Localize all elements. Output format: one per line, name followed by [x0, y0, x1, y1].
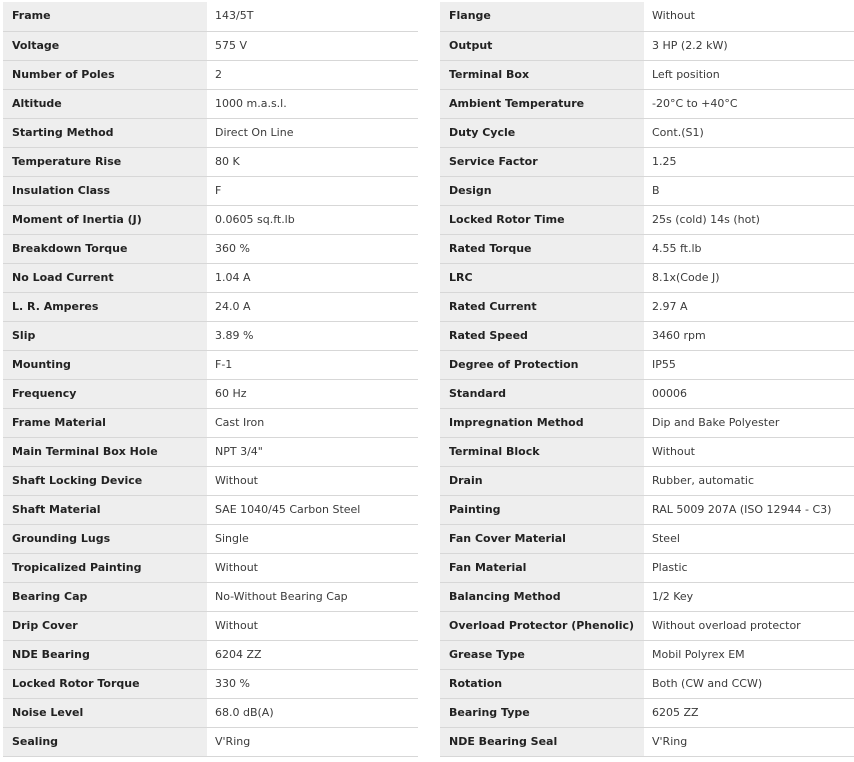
spec-label: Shaft Material — [3, 495, 207, 524]
spec-row — [3, 727, 418, 756]
spec-value: 60 Hz — [207, 379, 418, 408]
spec-value: Without overload protector — [644, 611, 854, 640]
spec-value: F — [207, 176, 418, 205]
spec-label: Painting — [440, 495, 644, 524]
spec-label: Standard — [440, 379, 644, 408]
spec-label: Sealing — [3, 727, 207, 756]
spec-label: Temperature Rise — [3, 147, 207, 176]
spec-row — [440, 437, 854, 466]
spec-label: Fan Cover Material — [440, 524, 644, 553]
spec-row — [440, 60, 854, 89]
spec-row — [3, 379, 418, 408]
spec-label: Tropicalized Painting — [3, 553, 207, 582]
spec-label: Rotation — [440, 669, 644, 698]
spec-row — [440, 582, 854, 611]
spec-label: Output — [440, 31, 644, 60]
spec-row — [3, 60, 418, 89]
spec-row — [3, 495, 418, 524]
spec-value: 575 V — [207, 31, 418, 60]
spec-row — [3, 292, 418, 321]
spec-table-right — [440, 2, 854, 757]
spec-label: Balancing Method — [440, 582, 644, 611]
spec-value: 3460 rpm — [644, 321, 854, 350]
spec-row — [3, 263, 418, 292]
spec-label: Mounting — [3, 350, 207, 379]
spec-row — [440, 379, 854, 408]
spec-label: Rated Speed — [440, 321, 644, 350]
spec-label: Main Terminal Box Hole — [3, 437, 207, 466]
spec-row — [3, 31, 418, 60]
spec-row — [3, 234, 418, 263]
spec-label: LRC — [440, 263, 644, 292]
spec-row — [3, 611, 418, 640]
spec-value: 360 % — [207, 234, 418, 263]
spec-row — [440, 118, 854, 147]
spec-value: 1.04 A — [207, 263, 418, 292]
spec-row — [440, 263, 854, 292]
spec-label: Grounding Lugs — [3, 524, 207, 553]
spec-row — [440, 234, 854, 263]
spec-row — [3, 2, 418, 31]
spec-row — [440, 611, 854, 640]
spec-value: 1.25 — [644, 147, 854, 176]
spec-label: Bearing Type — [440, 698, 644, 727]
spec-value: 2.97 A — [644, 292, 854, 321]
spec-label: Drip Cover — [3, 611, 207, 640]
spec-row — [440, 727, 854, 756]
spec-row — [3, 176, 418, 205]
spec-label: Degree of Protection — [440, 350, 644, 379]
spec-value: Both (CW and CCW) — [644, 669, 854, 698]
spec-label: L. R. Amperes — [3, 292, 207, 321]
spec-row — [440, 205, 854, 234]
spec-value: 330 % — [207, 669, 418, 698]
spec-row — [440, 147, 854, 176]
spec-value: Without — [207, 553, 418, 582]
spec-label: Service Factor — [440, 147, 644, 176]
spec-value: NPT 3/4" — [207, 437, 418, 466]
spec-label: Drain — [440, 466, 644, 495]
spec-value: IP55 — [644, 350, 854, 379]
spec-value: 4.55 ft.lb — [644, 234, 854, 263]
spec-label: Locked Rotor Torque — [3, 669, 207, 698]
spec-value: Without — [644, 437, 854, 466]
spec-label: NDE Bearing Seal — [440, 727, 644, 756]
spec-value: 0.0605 sq.ft.lb — [207, 205, 418, 234]
spec-value: Cast Iron — [207, 408, 418, 437]
spec-label: Noise Level — [3, 698, 207, 727]
spec-label: Ambient Temperature — [440, 89, 644, 118]
spec-value: 6205 ZZ — [644, 698, 854, 727]
spec-row — [3, 582, 418, 611]
spec-table-left-body — [3, 2, 418, 756]
spec-row — [440, 89, 854, 118]
spec-value: Cont.(S1) — [644, 118, 854, 147]
spec-value: 24.0 A — [207, 292, 418, 321]
spec-value: 2 — [207, 60, 418, 89]
spec-row — [3, 640, 418, 669]
spec-label: No Load Current — [3, 263, 207, 292]
spec-value: No-Without Bearing Cap — [207, 582, 418, 611]
spec-label: Frame Material — [3, 408, 207, 437]
spec-row — [3, 524, 418, 553]
spec-row — [3, 118, 418, 147]
spec-row — [440, 408, 854, 437]
spec-value: Single — [207, 524, 418, 553]
spec-row — [440, 524, 854, 553]
spec-label: Breakdown Torque — [3, 234, 207, 263]
spec-value: Left position — [644, 60, 854, 89]
spec-row — [3, 321, 418, 350]
spec-row — [440, 495, 854, 524]
spec-value: RAL 5009 207A (ISO 12944 - C3) — [644, 495, 854, 524]
spec-label: Rated Current — [440, 292, 644, 321]
spec-row — [3, 408, 418, 437]
spec-row — [440, 640, 854, 669]
spec-row — [440, 553, 854, 582]
spec-label: Terminal Block — [440, 437, 644, 466]
spec-row — [440, 466, 854, 495]
spec-row — [440, 176, 854, 205]
spec-label: Grease Type — [440, 640, 644, 669]
spec-row — [440, 292, 854, 321]
spec-row — [3, 553, 418, 582]
spec-label: Number of Poles — [3, 60, 207, 89]
spec-label: Slip — [3, 321, 207, 350]
spec-value: B — [644, 176, 854, 205]
spec-value: 00006 — [644, 379, 854, 408]
spec-label: Overload Protector (Phenolic) — [440, 611, 644, 640]
spec-table-left — [3, 2, 418, 757]
spec-row — [3, 147, 418, 176]
spec-label: Shaft Locking Device — [3, 466, 207, 495]
spec-label: Moment of Inertia (J) — [3, 205, 207, 234]
spec-row — [3, 669, 418, 698]
spec-label: Frame — [3, 2, 207, 31]
spec-value: 1/2 Key — [644, 582, 854, 611]
spec-label: Insulation Class — [3, 176, 207, 205]
spec-label: Altitude — [3, 89, 207, 118]
spec-value: 80 K — [207, 147, 418, 176]
spec-value: 25s (cold) 14s (hot) — [644, 205, 854, 234]
spec-label: Frequency — [3, 379, 207, 408]
spec-row — [3, 89, 418, 118]
spec-value: 1000 m.a.s.l. — [207, 89, 418, 118]
spec-value: Without — [207, 611, 418, 640]
spec-value: Dip and Bake Polyester — [644, 408, 854, 437]
spec-value: F-1 — [207, 350, 418, 379]
spec-row — [440, 698, 854, 727]
spec-value: 143/5T — [207, 2, 418, 31]
spec-value: 6204 ZZ — [207, 640, 418, 669]
spec-row — [440, 2, 854, 31]
spec-row — [440, 350, 854, 379]
spec-label: Voltage — [3, 31, 207, 60]
spec-label: Starting Method — [3, 118, 207, 147]
spec-label: NDE Bearing — [3, 640, 207, 669]
spec-value: 3.89 % — [207, 321, 418, 350]
spec-value: Plastic — [644, 553, 854, 582]
spec-label: Fan Material — [440, 553, 644, 582]
spec-value: SAE 1040/45 Carbon Steel — [207, 495, 418, 524]
spec-value: V'Ring — [207, 727, 418, 756]
spec-label: Design — [440, 176, 644, 205]
spec-label: Bearing Cap — [3, 582, 207, 611]
spec-value: Rubber, automatic — [644, 466, 854, 495]
spec-value: Direct On Line — [207, 118, 418, 147]
spec-row — [3, 205, 418, 234]
spec-value: 68.0 dB(A) — [207, 698, 418, 727]
spec-value: -20°C to +40°C — [644, 89, 854, 118]
spec-value: Steel — [644, 524, 854, 553]
spec-label: Locked Rotor Time — [440, 205, 644, 234]
spec-row — [440, 669, 854, 698]
spec-value: Without — [644, 2, 854, 31]
spec-row — [3, 350, 418, 379]
spec-table-right-body — [440, 2, 854, 756]
spec-label: Flange — [440, 2, 644, 31]
spec-value: Mobil Polyrex EM — [644, 640, 854, 669]
spec-value: 8.1x(Code J) — [644, 263, 854, 292]
spec-row — [3, 437, 418, 466]
spec-value: 3 HP (2.2 kW) — [644, 31, 854, 60]
spec-label: Duty Cycle — [440, 118, 644, 147]
spec-row — [440, 321, 854, 350]
spec-row — [440, 31, 854, 60]
spec-value: V'Ring — [644, 727, 854, 756]
spec-label: Terminal Box — [440, 60, 644, 89]
spec-value: Without — [207, 466, 418, 495]
spec-label: Impregnation Method — [440, 408, 644, 437]
spec-label: Rated Torque — [440, 234, 644, 263]
spec-row — [3, 466, 418, 495]
spec-row — [3, 698, 418, 727]
